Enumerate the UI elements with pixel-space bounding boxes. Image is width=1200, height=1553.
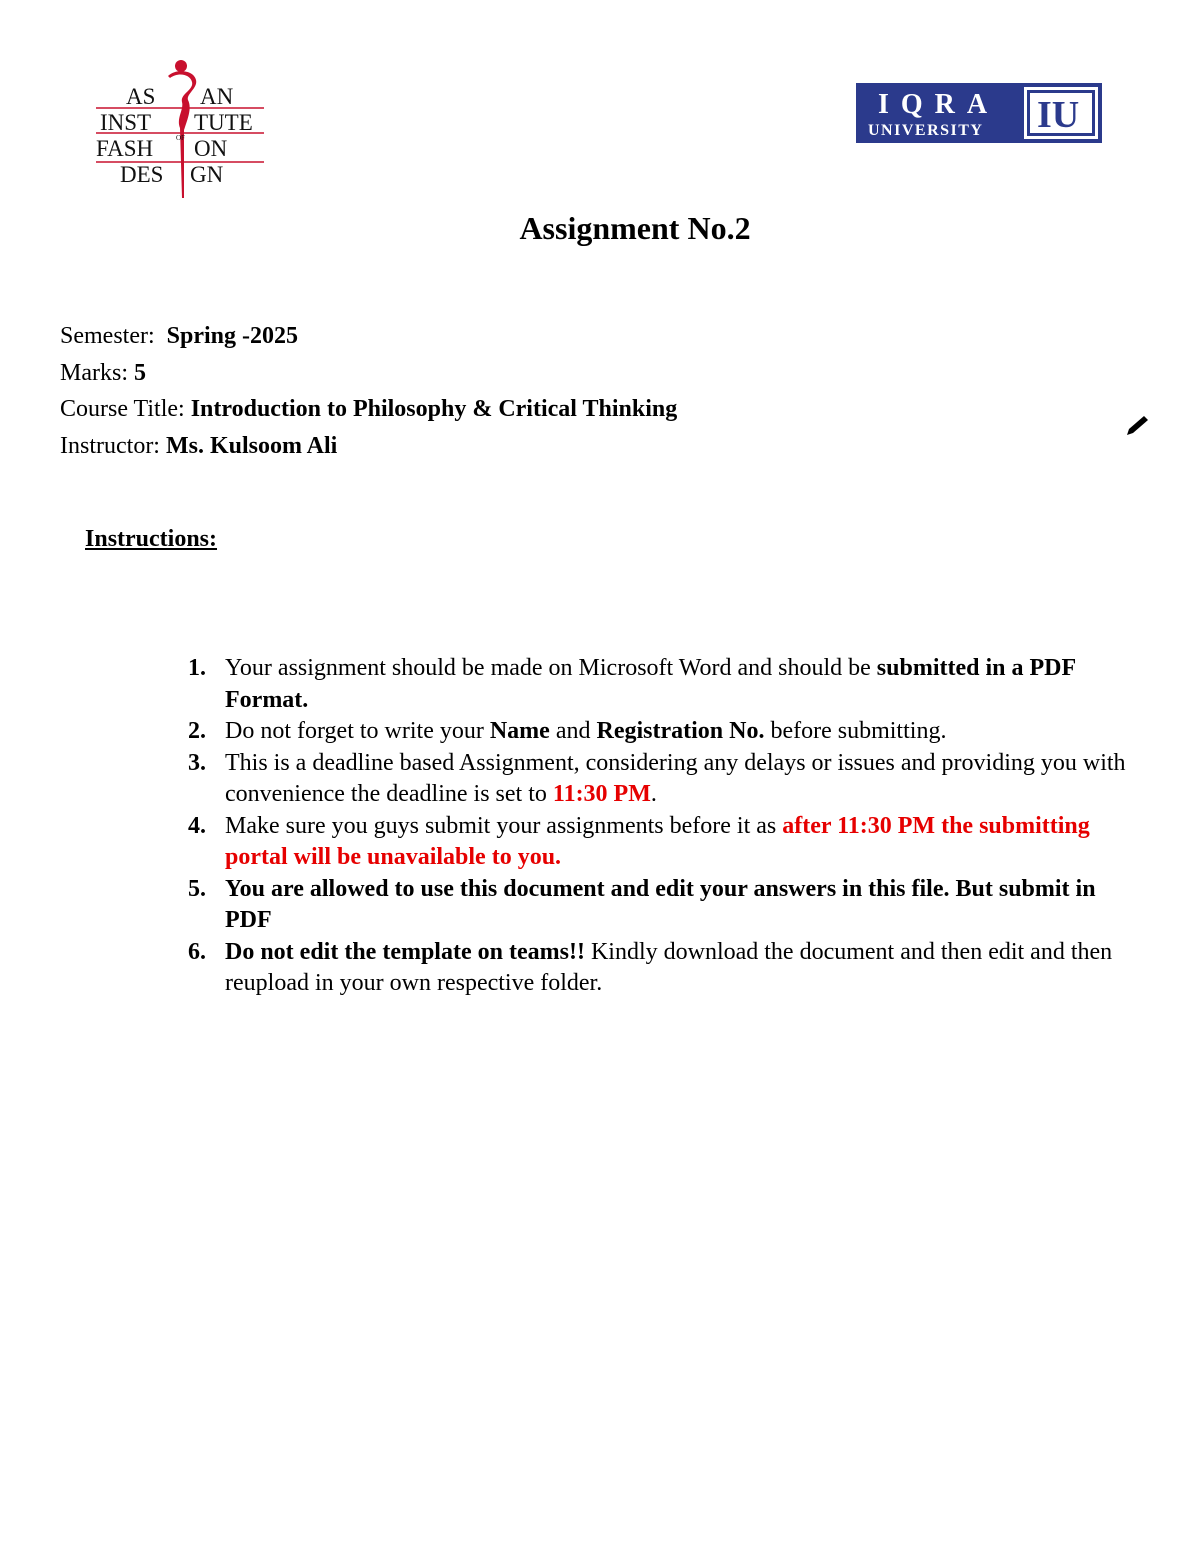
list-item bbox=[188, 748, 1133, 811]
logo-word-on: ON bbox=[194, 136, 228, 161]
marks-label: Marks: bbox=[60, 359, 128, 386]
logo-iqra-word: IQRA bbox=[878, 89, 1000, 120]
logo-word-gn: GN bbox=[190, 162, 224, 187]
list-item-number: 1. bbox=[188, 655, 206, 681]
logo-word-fash: FASH bbox=[96, 136, 154, 161]
list-item-bold-text: Registration No. bbox=[596, 718, 765, 744]
list-item-bold-text: submitted in a PDF Format. bbox=[225, 655, 1076, 713]
list-item-bold-text: You are allowed to use this document and edit your answers in this file. But submit in PDF bbox=[225, 875, 1096, 933]
list-item-bold-text: Name bbox=[489, 718, 550, 744]
list-item-text: . bbox=[650, 781, 657, 807]
logo-word-inst: INST bbox=[100, 110, 152, 135]
list-item bbox=[188, 937, 1133, 1000]
list-item-number: 2. bbox=[188, 718, 206, 744]
assignment-title: Assignment No.2 bbox=[519, 210, 751, 246]
list-item-number: 3. bbox=[188, 749, 206, 776]
list-item bbox=[188, 716, 1133, 748]
semester-label: Semester: bbox=[60, 323, 155, 349]
pencil-icon bbox=[1124, 412, 1152, 438]
semester-value: Spring -2025 bbox=[166, 323, 298, 349]
list-item-number: 6. bbox=[188, 938, 206, 965]
deadline-warning-text: after 11:30 PM the submitting portal will be unavailable to you. bbox=[225, 812, 1090, 870]
logo-word-tute: TUTE bbox=[194, 110, 253, 135]
instructor-row bbox=[60, 428, 677, 465]
list-item-text: Kindly download the document and then edit and then reupload in your own respective folder. bbox=[225, 938, 1113, 996]
list-item-text: before submitting. bbox=[764, 718, 947, 744]
logo-iu-mark: IU bbox=[1037, 94, 1080, 136]
instructions-list bbox=[188, 653, 1133, 1000]
instructions-heading: Instructions: bbox=[85, 526, 218, 552]
logo-word-an: AN bbox=[200, 84, 234, 109]
course-row bbox=[60, 391, 677, 428]
list-item-text: Do not forget to write your bbox=[225, 718, 490, 744]
list-item bbox=[188, 653, 1133, 716]
assignment-meta bbox=[60, 318, 677, 464]
list-item-text: Your assignment should be made on Microsoft Word and should be bbox=[225, 655, 877, 681]
list-item-number: 4. bbox=[188, 812, 206, 839]
instructor-label: Instructor: bbox=[60, 432, 160, 459]
marks-value: 5 bbox=[134, 359, 146, 386]
list-item-text: and bbox=[549, 718, 597, 744]
list-item bbox=[188, 874, 1133, 937]
instructor-value: Ms. Kulsoom Ali bbox=[165, 432, 338, 459]
marks-row bbox=[60, 355, 677, 392]
list-item-text: This is a deadline based Assignment, considering any delays or issues and providing you with convenience the deadline is set to bbox=[225, 749, 1126, 807]
logo-word-des: DES bbox=[120, 162, 164, 187]
list-item-text: Make sure you guys submit your assignments before it as bbox=[225, 812, 783, 839]
list-item-number: 5. bbox=[188, 875, 206, 902]
semester-row bbox=[60, 318, 677, 355]
logo-university-word: UNIVERSITY bbox=[868, 122, 984, 139]
logo-word-as: AS bbox=[126, 84, 156, 109]
deadline-time-text: 11:30 PM bbox=[552, 781, 651, 807]
logo-word-of: OF bbox=[176, 134, 185, 142]
course-label: Course Title: bbox=[60, 396, 185, 422]
list-item-bold-text: Do not edit the template on teams!! bbox=[225, 938, 585, 965]
iqra-university-logo bbox=[856, 83, 1102, 143]
list-item bbox=[188, 811, 1133, 874]
course-value: Introduction to Philosophy & Critical Thinking bbox=[190, 396, 678, 422]
asian-institute-of-fashion-design-logo bbox=[92, 58, 272, 203]
